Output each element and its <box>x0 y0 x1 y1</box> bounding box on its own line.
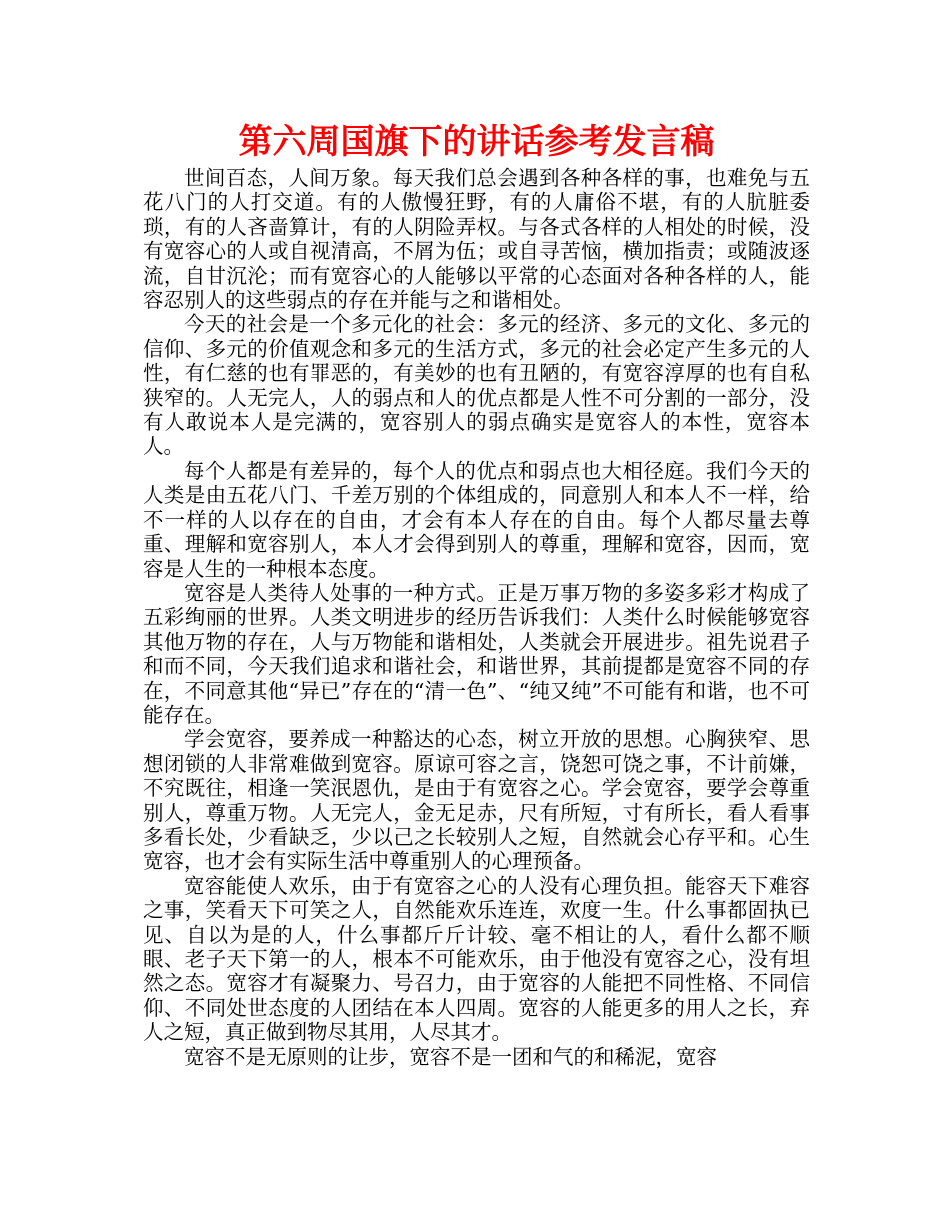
document-page <box>143 118 810 1069</box>
document-body <box>143 166 810 1069</box>
paragraph: 学会宽容，要养成一种豁达的心态，树立开放的思想。心胸狭窄、思想闭锁的人非常难做到宽容。原谅可容之言，饶恕可饶之事，不计前嫌，不究既往，相逢一笑泯恩仇，是由于有宽容之心。学会宽容，要学会尊重别人，尊重万物。人无完人，金无足赤，尺有所短，寸有所长，看人看事多看长处，少看缺乏，少以己之长较别人之短，自然就会心存平和。心生宽容，也才会有实际生活中尊重别人的心理预备。 <box>143 727 810 874</box>
paragraph: 世间百态，人间万象。每天我们总会遇到各种各样的事，也难免与五花八门的人打交道。有的人傲慢狂野，有的人庸俗不堪，有的人肮脏委琐，有的人吝啬算计，有的人阴险弄权。与各式各样的人相处的时候，没有宽容心的人或自视清高，不屑为伍；或自寻苦恼，横加指责；或随波逐流，自甘沉沦；而有宽容心的人能够以平常的心态面对各种各样的人，能容忍别人的这些弱点的存在并能与之和谐相处。 <box>143 166 810 313</box>
paragraph: 今天的社会是一个多元化的社会：多元的经济、多元的文化、多元的信仰、多元的价值观念和多元的生活方式，多元的社会必定产生多元的人性，有仁慈的也有罪恶的，有美妙的也有丑陋的，有宽容淳厚的也有自私狭窄的。人无完人，人的弱点和人的优点都是人性不可分割的一部分，没有人敢说本人是完满的，宽容别人的弱点确实是宽容人的本性，宽容本人。 <box>143 312 810 459</box>
paragraph: 宽容不是无原则的让步，宽容不是一团和气的和稀泥，宽容 <box>184 1044 717 1069</box>
document-title: 第六周国旗下的讲话参考发言稿 <box>238 122 715 162</box>
paragraph: 宽容能使人欢乐，由于有宽容之心的人没有心理负担。能容天下难容之事，笑看天下可笑之人，自然能欢乐连连，欢度一生。什么事都固执已见、自以为是的人，什么事都斤斤计较、毫不相让的人，看什么都不顺眼、老子天下第一的人，根本不可能欢乐，由于他没有宽容之心，没有坦然之态。宽容才有凝聚力、号召力，由于宽容的人能把不同性格、不同信仰、不同处世态度的人团结在本人四周。宽容的人能更多的用人之长，弃人之短，真正做到物尽其用，人尽其才。 <box>143 873 810 1045</box>
paragraph: 每个人都是有差异的，每个人的优点和弱点也大相径庭。我们今天的人类是由五花八门、千差万别的个体组成的，同意别人和本人不一样，给不一样的人以存在的自由，才会有本人存在的自由。每个人都尽量去尊重、理解和宽容别人，本人才会得到别人的尊重，理解和宽容，因而，宽容是人生的一种根本态度。 <box>143 458 810 581</box>
paragraph: 宽容是人类待人处事的一种方式。正是万事万物的多姿多彩才构成了五彩绚丽的世界。人类文明进步的经历告诉我们：人类什么时候能够宽容其他万物的存在，人与万物能和谐相处，人类就会开展进步。祖先说君子和而不同，今天我们追求和谐社会，和谐世界，其前提都是宽容不同的存在，不同意其他“异已”存在的“清一色”、“纯又纯”不可能有和谐，也不可能存在。 <box>143 580 810 727</box>
